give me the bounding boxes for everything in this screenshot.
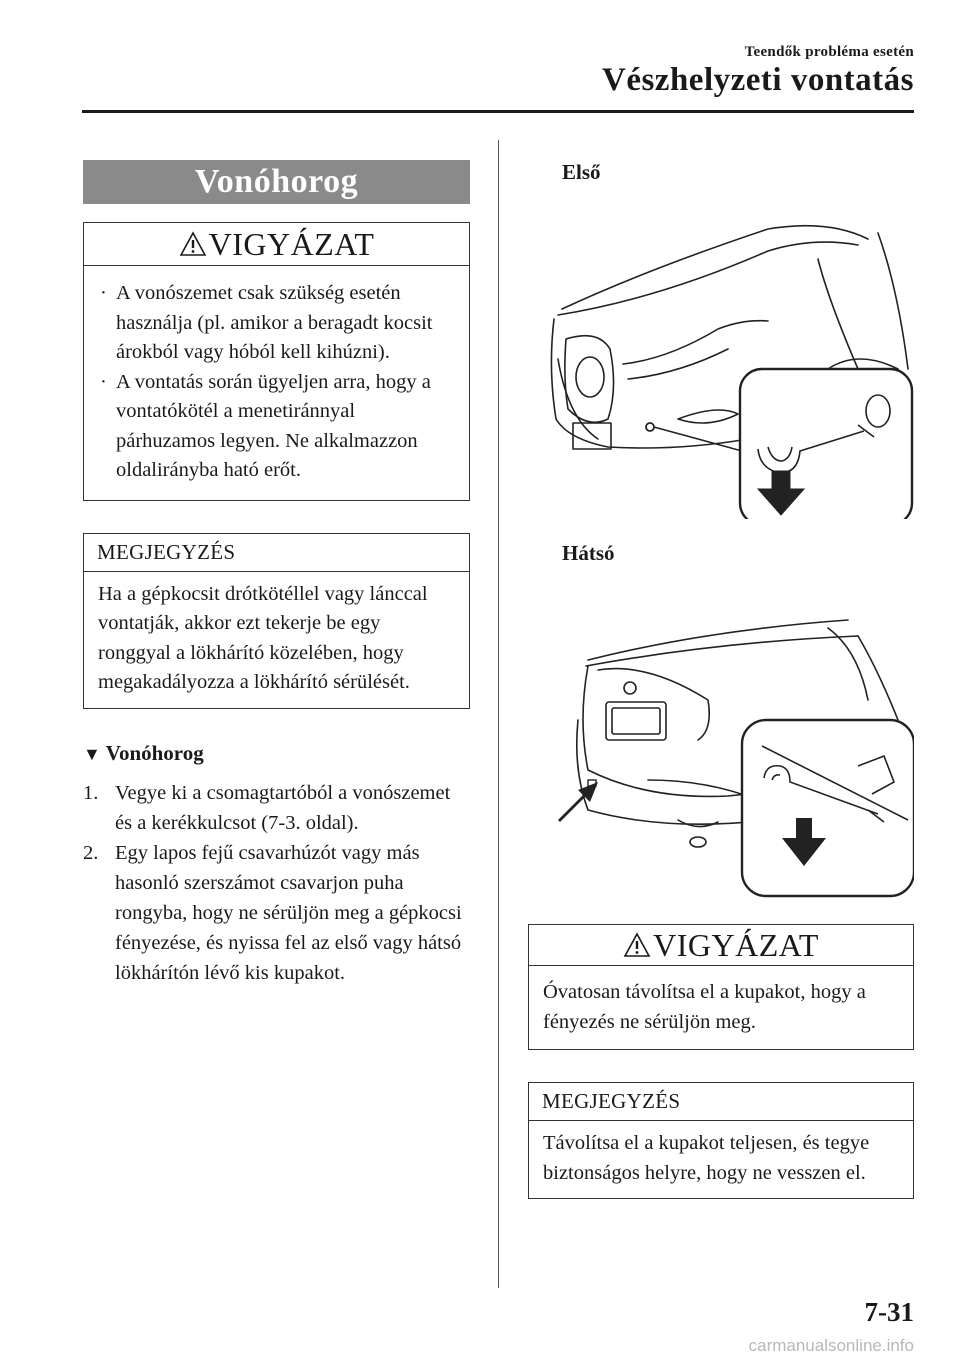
note-box-2-title: MEGJEGYZÉS	[529, 1083, 913, 1121]
left-column	[83, 160, 470, 988]
warning-box-1-body	[84, 266, 469, 500]
bullet-icon: ·	[100, 370, 107, 393]
warning-triangle-icon	[179, 225, 207, 267]
header-subtitle: Teendők probléma esetén	[744, 44, 914, 60]
note-box-1-text: Ha a gépkocsit drótkötéllel vagy lánccal vontatják, akkor ezt tekerje be egy ronggyal a lökhárító közelében, hogy megakadályozza a lökhárító sérülését.	[98, 582, 428, 693]
section-title: Vonóhorog	[83, 160, 470, 204]
watermark: carmanualsonline.info	[748, 1336, 914, 1355]
warning-box-2-head	[529, 925, 913, 966]
caption-front: Első	[562, 160, 601, 184]
warning-box-2-text: Óvatosan távolítsa el a kupakot, hogy a fényezés ne sérüljön meg.	[543, 981, 866, 1033]
column-divider	[498, 140, 499, 1288]
caption-rear: Hátsó	[562, 541, 615, 565]
warning-box-2-title: VIGYÁZAT	[653, 927, 819, 963]
rear-bumper-illustration	[528, 570, 914, 900]
step-item: 2. Egy lapos fejű csavarhúzót vagy más hasonló szerszámot csavarjon puha rongyba, hogy ne sérüljön meg a gépkocsi fényezése, és nyissa fel az első vagy hátsó lökhárítón lévő kis kupakot.	[83, 841, 462, 984]
front-bumper-illustration	[528, 189, 914, 519]
steps-list	[83, 778, 470, 988]
warning-box-2	[528, 924, 914, 1050]
warning-box-1	[83, 222, 470, 501]
triangle-marker-icon: ▼	[83, 743, 101, 764]
subheading-text: Vonóhorog	[105, 740, 204, 765]
step-item: 1. Vegye ki a csomagtartóból a vonószemet és a kerékkulcsot (7-3. oldal).	[83, 781, 451, 834]
right-column	[528, 160, 914, 1199]
note-box-2-text: Távolítsa el a kupakot teljesen, és tegye biztonságos helyre, hogy ne vesszen el.	[543, 1132, 870, 1184]
bullet-icon: ·	[100, 282, 107, 304]
warning-item: · A vonószemet csak szükség esetén használja (pl. amikor a beragadt kocsit árokból vagy hóból kell kihúzni).	[98, 279, 455, 368]
header-title: Vészhelyzeti vontatás	[601, 62, 914, 98]
page-number: 7-31	[864, 1297, 914, 1327]
note-box-1-title: MEGJEGYZÉS	[84, 534, 469, 572]
note-box-2	[528, 1082, 914, 1199]
warning-box-1-head	[84, 223, 469, 266]
header-rule	[82, 110, 914, 113]
warning-item: · A vontatás során ügyeljen arra, hogy a vontatókötél a menetiránnyal párhuzamos legyen. Ne alkalmazzon oldalirányba ható erőt.	[98, 368, 455, 486]
note-box-1	[83, 533, 470, 709]
warning-triangle-icon	[623, 927, 651, 967]
warning-box-1-title: VIGYÁZAT	[208, 226, 375, 262]
subheading	[83, 741, 470, 766]
